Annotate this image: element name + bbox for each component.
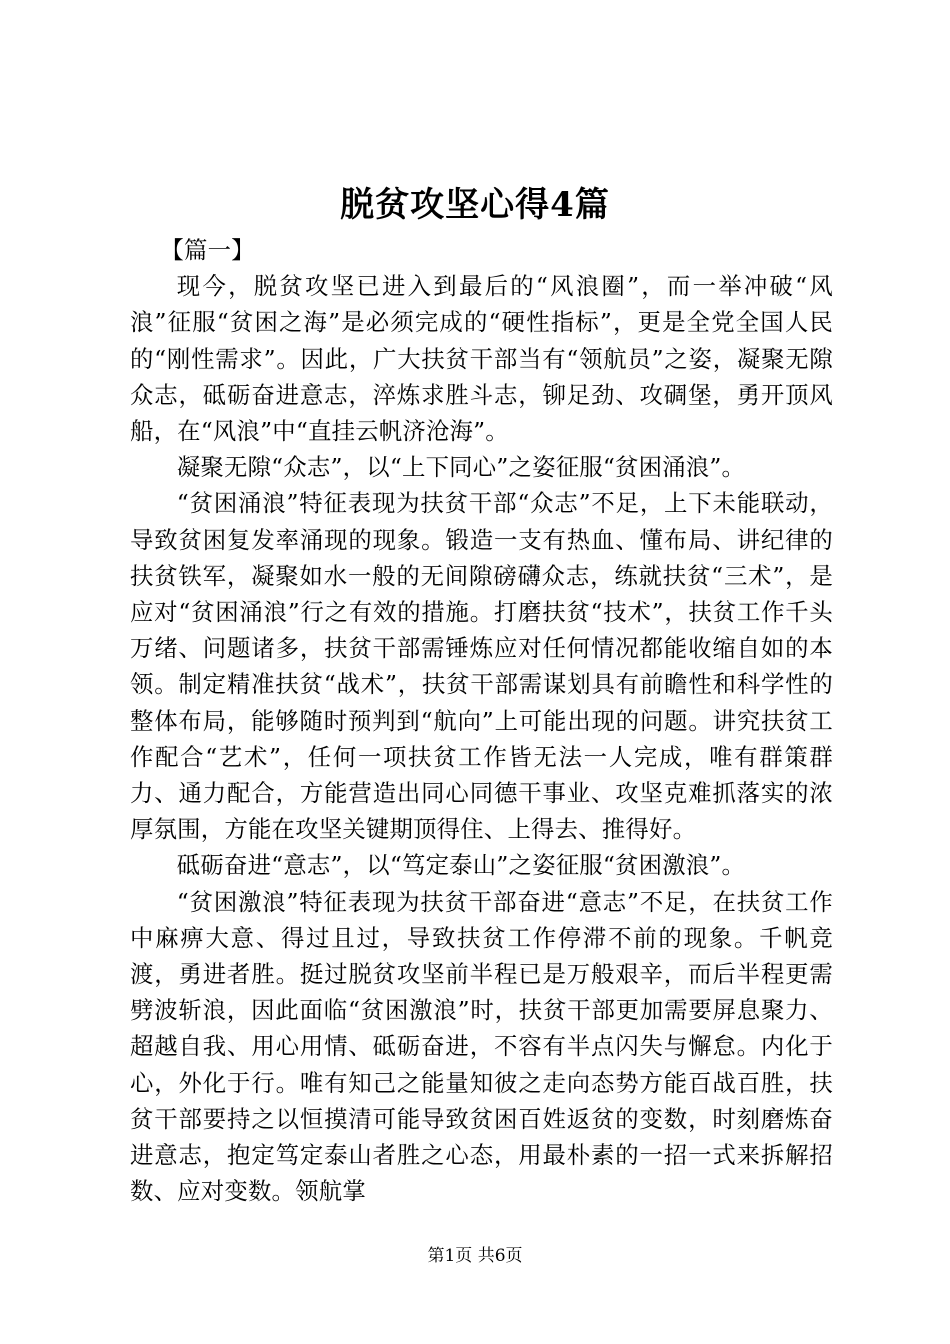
paragraph: 现今，脱贫攻坚已进入到最后的“风浪圈”，而一举冲破“风浪”征服“贫困之海”是必须完成的“硬性指标”，更是全党全国人民的“刚性需求”。因此，广大扶贫干部当有“领航员”之姿，凝聚无隙众志，砥砺奋进意志，淬炼求胜斗志，铆足劲、攻碉堡，勇开顶风船，在“风浪”中“直挂云帆济沧海”。 <box>130 272 833 446</box>
page-number-footer: 第1页 共6页 <box>427 1246 523 1266</box>
section-heading: 【篇一】 <box>160 236 255 264</box>
document-title: 脱贫攻坚心得4篇 <box>340 185 610 225</box>
paragraph: “贫困激浪”特征表现为扶贫干部奋进“意志”不足，在扶贫工作中麻痹大意、得过且过，导致扶贫工作停滞不前的现象。千帆竞渡，勇进者胜。挺过脱贫攻坚前半程已是万般艰辛，而后半程更需劈波斩浪，因此面临“贫困激浪”时，扶贫干部更加需要屏息聚力、超越自我、用心用情、砥砺奋进，不容有半点闪失与懈怠。内化于心，外化于行。唯有知己之能量知彼之走向态势方能百战百胜，扶贫干部要持之以恒摸清可能导致贫困百姓返贫的变数，时刻磨炼奋进意志，抱定笃定泰山者胜之心态，用最朴素的一招一式来拆解招数、应对变数。领航掌 <box>130 887 833 1206</box>
document-body <box>130 232 833 1209</box>
paragraph: 凝聚无隙“众志”，以“上下同心”之姿征服“贫困涌浪”。 <box>176 453 746 482</box>
paragraph: 砥砺奋进“意志”，以“笃定泰山”之姿征服“贫困激浪”。 <box>176 851 746 880</box>
paragraph: “贫困涌浪”特征表现为扶贫干部“众志”不足，上下未能联动，导致贫困复发率涌现的现象。锻造一支有热血、懂布局、讲纪律的扶贫铁军，凝聚如水一般的无间隙磅礴众志，练就扶贫“三术”，是应对“贫困涌浪”行之有效的措施。打磨扶贫“技术”，扶贫工作千头万绪、问题诸多，扶贫干部需锤炼应对任何情况都能收缩自如的本领。制定精准扶贫“战术”，扶贫干部需谋划具有前瞻性和科学性的整体布局，能够随时预判到“航向”上可能出现的问题。讲究扶贫工作配合“艺术”，任何一项扶贫工作皆无法一人完成，唯有群策群力、通力配合，方能营造出同心同德干事业、攻坚克难抓落实的浓厚氛围，方能在攻坚关键期顶得住、上得去、推得好。 <box>130 489 833 844</box>
